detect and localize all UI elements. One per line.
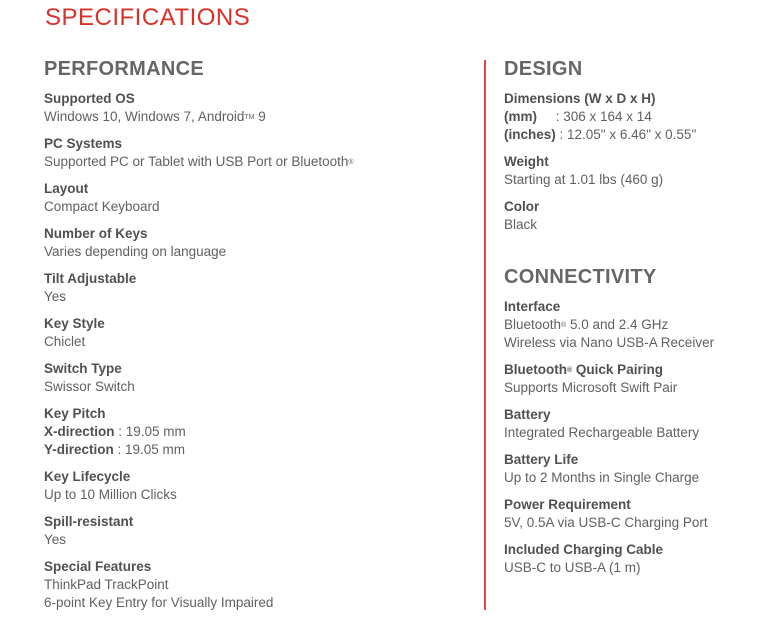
spec-value: Black bbox=[504, 217, 538, 232]
right-column bbox=[504, 57, 759, 586]
spec-tilt-adjustable bbox=[44, 270, 464, 306]
spec-value-text: : 306 x 164 x 14 bbox=[537, 109, 652, 124]
spec-value: Wireless via Nano USB-A Receiver bbox=[504, 335, 715, 350]
spec-value: Yes bbox=[44, 532, 67, 547]
spec-label: Switch Type bbox=[44, 361, 122, 376]
spec-sublabel: (inches) bbox=[504, 127, 556, 142]
spec-charging-cable bbox=[504, 541, 759, 577]
spec-key-pitch bbox=[44, 405, 464, 459]
spec-label: Tilt Adjustable bbox=[44, 271, 137, 286]
spec-number-of-keys bbox=[44, 225, 464, 261]
spec-value: USB-C to USB-A (1 m) bbox=[504, 560, 641, 575]
spec-label: Included Charging Cable bbox=[504, 542, 664, 557]
spec-value: Yes bbox=[44, 289, 67, 304]
spec-label: Battery bbox=[504, 407, 551, 422]
page-title: SPECIFICATIONS bbox=[45, 4, 251, 31]
spec-label: Supported OS bbox=[44, 91, 135, 106]
spec-interface bbox=[504, 298, 759, 352]
spec-label: Key Style bbox=[44, 316, 105, 331]
spec-value bbox=[504, 316, 759, 334]
spec-label: Number of Keys bbox=[44, 226, 148, 241]
spec-value: Starting at 1.01 lbs (460 g) bbox=[504, 172, 664, 187]
registered-mark: ® bbox=[348, 159, 354, 166]
spec-label: Special Features bbox=[44, 559, 152, 574]
spec-label-text: Bluetooth bbox=[504, 362, 567, 377]
spec-label: Power Requirement bbox=[504, 497, 631, 512]
spec-value: ThinkPad TrackPoint bbox=[44, 577, 169, 592]
spec-label bbox=[504, 361, 759, 379]
spec-value-text: Bluetooth bbox=[504, 317, 562, 332]
registered-mark: ® bbox=[567, 367, 573, 374]
spec-value: Up to 2 Months in Single Charge bbox=[504, 470, 700, 485]
spec-sublabel: X-direction bbox=[44, 424, 115, 439]
spec-value-text: : 12.05" x 6.46" x 0.55" bbox=[555, 127, 697, 142]
spec-key-style bbox=[44, 315, 464, 351]
spec-label: PC Systems bbox=[44, 136, 123, 151]
spec-key-lifecycle bbox=[44, 468, 464, 504]
spec-special-features bbox=[44, 558, 464, 612]
spec-spill-resistant bbox=[44, 513, 464, 549]
spec-value-text: Windows 10, Windows 7, Android bbox=[44, 109, 245, 124]
spec-value-text: : 19.05 mm bbox=[113, 442, 186, 457]
spec-layout bbox=[44, 180, 464, 216]
spec-value bbox=[504, 126, 759, 144]
spec-value bbox=[44, 108, 464, 126]
spec-label: Key Lifecycle bbox=[44, 469, 131, 484]
design-heading: DESIGN bbox=[504, 58, 583, 80]
spec-value: Swissor Switch bbox=[44, 379, 135, 394]
spec-value bbox=[504, 108, 759, 126]
spec-value: Varies depending on language bbox=[44, 244, 227, 259]
spec-value: 6-point Key Entry for Visually Impaired bbox=[44, 595, 274, 610]
spec-value bbox=[44, 153, 464, 171]
spec-label: Color bbox=[504, 199, 540, 214]
spec-value: 5V, 0.5A via USB-C Charging Port bbox=[504, 515, 708, 530]
registered-mark: ® bbox=[561, 322, 567, 329]
spec-label: Key Pitch bbox=[44, 406, 106, 421]
spec-value-text: Supported PC or Tablet with USB Port or Bluetooth bbox=[44, 154, 349, 169]
spec-label: Dimensions (W x D x H) bbox=[504, 91, 656, 106]
spec-label: Spill-resistant bbox=[44, 514, 134, 529]
spec-value: Supports Microsoft Swift Pair bbox=[504, 380, 678, 395]
spec-battery-life bbox=[504, 451, 759, 487]
trademark-mark: TM bbox=[244, 114, 255, 121]
spec-value bbox=[44, 441, 464, 459]
connectivity-heading: CONNECTIVITY bbox=[504, 266, 657, 288]
spec-switch-type bbox=[44, 360, 464, 396]
spec-sublabel: Y-direction bbox=[44, 442, 114, 457]
spec-quick-pairing bbox=[504, 361, 759, 397]
performance-section bbox=[44, 57, 464, 620]
spec-pc-systems bbox=[44, 135, 464, 171]
spec-value: Compact Keyboard bbox=[44, 199, 160, 214]
spec-value: Up to 10 Million Clicks bbox=[44, 487, 177, 502]
spec-dimensions bbox=[504, 90, 759, 144]
spec-value: Integrated Rechargeable Battery bbox=[504, 425, 700, 440]
performance-heading: PERFORMANCE bbox=[44, 58, 204, 80]
spec-weight bbox=[504, 153, 759, 189]
spec-label: Interface bbox=[504, 299, 561, 314]
spec-label: Weight bbox=[504, 154, 549, 169]
spec-value: Chiclet bbox=[44, 334, 86, 349]
spec-value-text: 5.0 and 2.4 GHz bbox=[566, 317, 669, 332]
column-divider bbox=[484, 60, 486, 610]
spec-value bbox=[44, 423, 464, 441]
spec-battery bbox=[504, 406, 759, 442]
spec-color bbox=[504, 198, 759, 234]
section-spacer bbox=[504, 243, 759, 265]
spec-label: Battery Life bbox=[504, 452, 579, 467]
spec-label-text: Quick Pairing bbox=[572, 362, 663, 377]
spec-value-text: 9 bbox=[254, 109, 266, 124]
spec-supported-os bbox=[44, 90, 464, 126]
spec-power-requirement bbox=[504, 496, 759, 532]
spec-value-text: : 19.05 mm bbox=[114, 424, 186, 439]
spec-sublabel: (mm) bbox=[504, 109, 537, 124]
spec-label: Layout bbox=[44, 181, 89, 196]
